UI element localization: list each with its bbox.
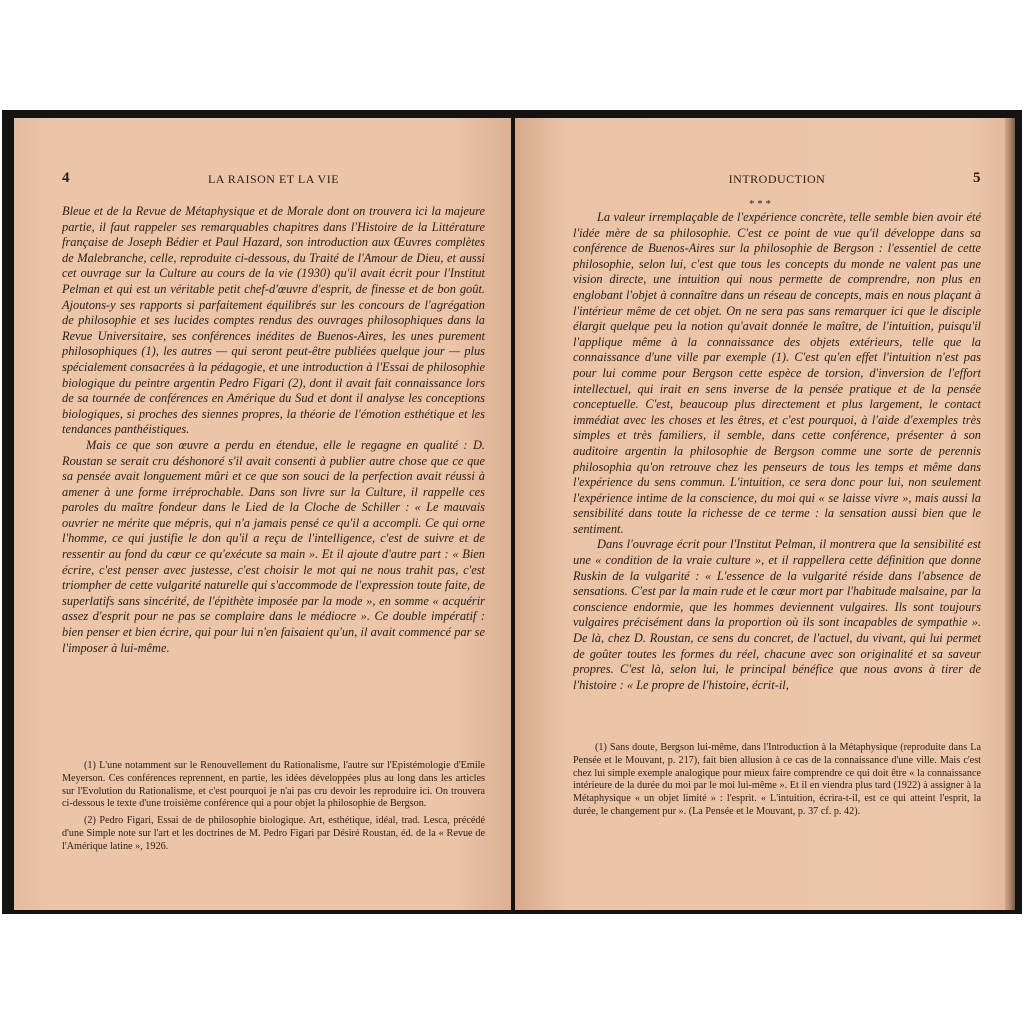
right-paragraph-1: La valeur irremplaçable de l'expérience concrète, telle semble bien avoir été l'idée mère de sa philosophie. C'est ce point de vue qu'il développe dans sa conférence de Buenos-Aires sur la philosophie de Bergson : l'essentiel de cette philosophie, selon lui, c'est que tous les concepts du monde ne valent pas une vision directe, une intuition qui nous permette de comprendre, non plus en englobant l'objet à connaître dans un réseau de concepts, mais en nous plaçant à l'intérieur même de cet objet. On ne sera pas sans remarquer ici que le disciple élargit quelque peu la notion qu'avait donnée le maître, de l'intuition, puisqu'il l'applique même à la connaissance des objets extérieurs, telle que la connaissance d'une ville par exemple (1). C'est qu'en effet l'intuition n'est pas pour lui comme pour Bergson cette espèce de torsion, d'inversion de l'effort intellectuel, qui irait en sens inverse de la pensée pratique et de la pensée conceptuelle. C'est, beaucoup plus directement et plus largement, le contact immédiat avec les choses et les êtres, et c'est pourquoi, à l'aide d'exemples très simples et très familiers, il semble, dans cette conférence, présenter à son auditoire argentin la philosophie de Bergson comme une sorte de perennis philosophia qu'on retrouve chez les penseurs de tous les temps et même dans l'expérience du sens commun. L'intuition, ce sera donc pour lui, non seulement l'expérience intime de la conscience, du moi qui « se laisse vivre », mais aussi la sensibilité dans toute la richesse de ce terme : la sensation aussi bien que le sentiment. [573, 210, 981, 536]
left-page-header [62, 172, 485, 190]
left-footnotes [62, 760, 485, 858]
right-page-number: 5 [973, 170, 981, 186]
left-footnote-1: (1) L'une notamment sur le Renouvellement du Rationalisme, l'autre sur l'Epistémologie d'Emile Meyerson. Ces conférences reprennent, en partie, les idées développées plus au long dans les articles sur l'Evolution du Rationalisme, et c'est pourquoi je n'ai pas cru devoir les reproduire ici. On trouvera ci-dessous le texte d'une troisième conférence qui a pour objet la philosophie de Bergson. [62, 760, 485, 810]
right-footnote-1: (1) Sans doute, Bergson lui-même, dans l'Introduction à la Métaphysique (reproduite dans La Pensée et le Mouvant, p. 217), fait bien allusion à ce cas de la connaissance d'une ville. Mais c'est chez lui simple exemple analogique pour mieux faire comprendre ce qui doit être « la connaissance intérieure de la durée du moi par le moi lui-même ». Et il en viendra plus tard (1922) à assigner à la Métaphysique « un objet limité » : l'esprit. « L'intuition, écrira-t-il, est ce qui atteint l'esprit, la durée, le changement pur ». (La Pensée et le Mouvant, p. 37 cf. p. 42). [573, 742, 981, 817]
right-page [515, 118, 1005, 910]
right-footnotes [573, 742, 981, 823]
right-page-body [573, 210, 981, 693]
right-running-title: INTRODUCTION [728, 172, 826, 186]
left-page-number: 4 [62, 170, 70, 186]
left-footnote-2: (2) Pedro Figari, Essai de de philosophie biologique. Art, esthétique, idéal, trad. Lesca, précédé d'une Simple note sur l'art et les doctrines de M. Pedro Figari par Désiré Roustan, éd. de la « Revue de l'Amérique latine », 1926. [62, 815, 485, 852]
left-paragraph-1: Bleue et de la Revue de Métaphysique et de Morale dont on trouvera ici la majeure partie, il faut rappeler ses remarquables chapitres dans l'Histoire de la Littérature française de Joseph Bédier et Paul Hazard, son introduction aux Œuvres complètes de Malebranche, celle, reproduite ci-dessous, du Traité de l'Amour de Dieu, et aussi cet ouvrage sur la Culture au cours de la vie (1930) qu'il avait écrit pour l'Institut Pelman et qui est un véritable petit chef-d'œuvre d'esprit, de finesse et de bon goût. Ajoutons-y ses rapports si parfaitement équilibrés sur les concours de l'agrégation de philosophie et ses lucides comptes rendus des ouvrages philosophiques dans la Revue Universitaire, ses conférences inédites de Buenos-Aires, les unes purement philosophiques (1), les autres — qui seront peut-être publiées quelque jour — plus spécialement consacrées à la pédagogie, et une introduction à l'Essai de philosophie biologique du peintre argentin Pedro Figari (2), dont il avait fait connaissance lors de sa tournée de conférences en Amérique du Sud et dont il analyse les conceptions biologiques, si proches des siennes propres, la théorie de l'émotion esthétique et les tendances panthéistiques. [62, 204, 485, 437]
right-page-header [573, 172, 981, 190]
left-running-title: LA RAISON ET LA VIE [207, 172, 340, 186]
left-paragraph-2: Mais ce que son œuvre a perdu en étendue, elle le regagne en qualité : D. Roustan se serait cru déshonoré s'il avait consenti à publier autre chose que ce que sa pensée avait longuement mûri et ce que son souci de la perfection avait réussi à amener à une forme irréprochable. Dans son livre sur la Culture, il rappelle ces paroles du maître fondeur dans le Lied de la Cloche de Schiller : « Le mauvais ouvrier ne mérite que mépris, qui n'a jamais pensé ce qu'il a accompli. Ce qui orne l'homme, ce qui justifie le don qu'il a reçu de l'intelligence, c'est de suivre et de ressentir au fond du cœur ce qu'exécute sa main ». Et il ajoute d'autre part : « Bien écrire, c'est penser avec justesse, c'est choisir le mot qui ne nous trahit pas, c'est triompher de cette vulgarité naturelle qui s'accommode de l'expression toute faite, de superlatifs sans sincérité, de l'épithète imposée par la mode », en somme « acquérir assez d'esprit pour ne pas se complaire dans le médiocre ». Ce double impératif : bien penser et bien écrire, qui pour lui n'en faisaient qu'un, il avait commencé par se l'imposer à lui-même. [62, 437, 485, 655]
page-edge-stack [1005, 118, 1015, 910]
left-page-body [62, 204, 485, 656]
section-ornament: * * * [749, 198, 771, 210]
right-paragraph-2: Dans l'ouvrage écrit pour l'Institut Pelman, il montrera que la sensibilité est une « condition de la vraie culture », et il rappellera cette définition que donne Ruskin de la vulgarité : « L'essence de la vulgarité réside dans l'absence de sensations. C'est par la main rude et le cœur mort par l'habitude malsaine, par la conscience endormie, que les hommes deviennent vulgaires. Ils sont toujours vulgaires précisément dans la proportion où ils sont incapables de sympathie ». De là, chez D. Roustan, ce sens du concret, de l'actuel, du vivant, qui lui permet de goûter toutes les formes du réel, chacune avec son originalité et sa saveur propres. C'est là, selon lui, le principal bénéfice que nous avons à tirer de l'histoire : « Le propre de l'histoire, écrit-il, [573, 537, 981, 692]
left-page [14, 118, 511, 910]
